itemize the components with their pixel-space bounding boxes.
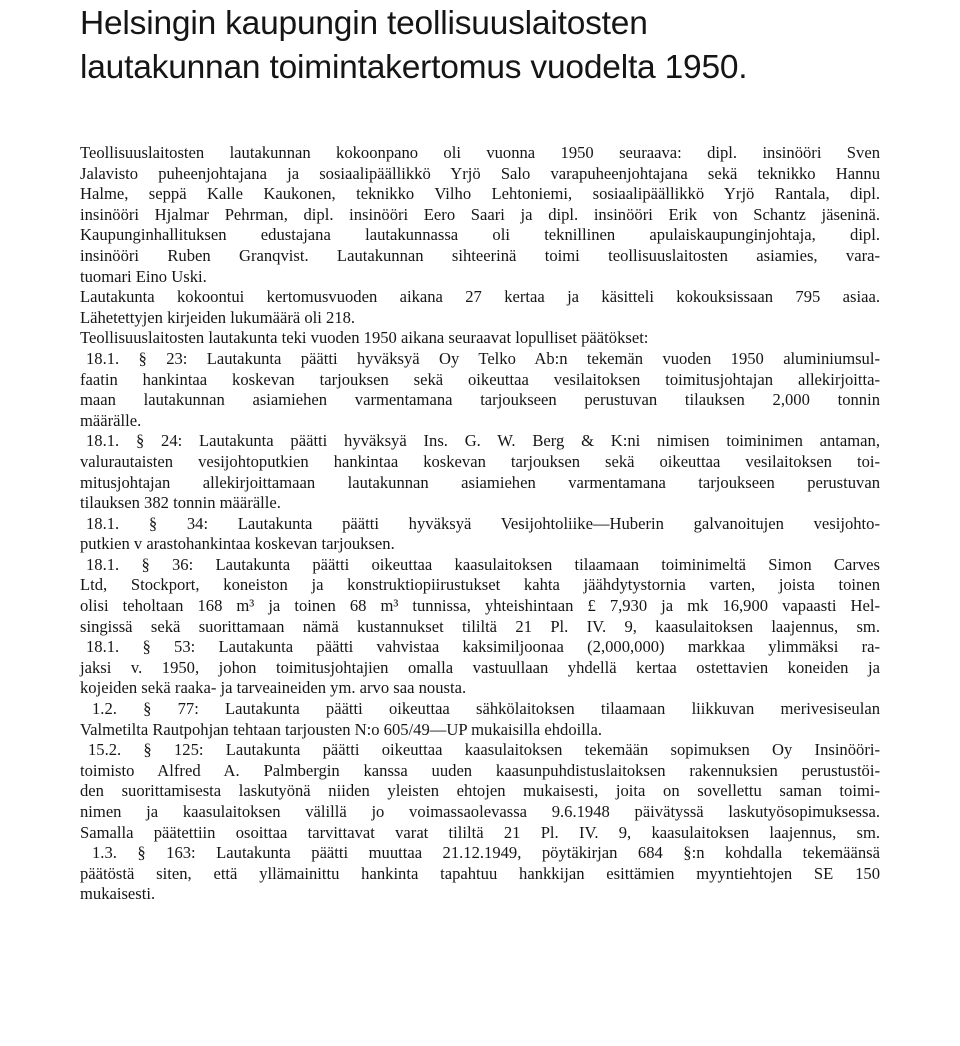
title-line-2: lautakunnan toimintakertomus vuodelta 1950. [80,49,748,86]
body-line: Jalavisto puheenjohtajana ja sosiaalipäällikkö Yrjö Salo varapuheenjohtajana sekä teknikko Hannu [80,163,880,183]
body-line: Halme, seppä Kalle Kaukonen, teknikko Vilho Lehtoniemi, sosiaalipäällikkö Yrjö Rantala, dipl. [80,184,880,204]
body-line: valurautaisten vesijohtoputkien hankintaa koskevan tarjouksen sekä oikeuttaa vesilaitoksen toi- [80,451,880,471]
body-line: 1.3. § 163: Lautakunta päätti muuttaa 21.12.1949, pöytäkirjan 684 §:n kohdalla tekemäänsä [92,843,880,863]
body-line: nimen ja kaasulaitoksen välillä jo voimassaolevassa 9.6.1948 päivätyssä laskutyösopimuksessa. [80,802,880,821]
body-line: singissä sekä suorittamaan nämä kustannukset tililtä 21 Pl. IV. 9, kaasulaitoksen laajennus, sm. [80,616,880,636]
body-line: 18.1. § 36: Lautakunta päätti oikeuttaa kaasulaitoksen tilaamaan toiminimeltä Simon Carves [86,554,880,574]
body-line: Lautakunta kokoontui kertomusvuoden aikana 27 kertaa ja käsitteli kokouksissaan 795 asiaa. [80,287,880,307]
body-line: Lähetettyjen kirjeiden lukumäärä oli 218. [80,307,356,327]
body-line: mitusjohtajan allekirjoittamaan lautakunnan asiamiehen varmentamana tarjoukseen perustuvan [80,472,880,492]
title-line-1: Helsingin kaupungin teollisuuslaitosten [80,5,648,42]
body-line: 18.1. § 34: Lautakunta päätti hyväksyä Vesijohtoliike—Huberin galvanoitujen vesijohto- [86,513,880,533]
body-line: 18.1. § 23: Lautakunta päätti hyväksyä Oy Telko Ab:n tekemän vuoden 1950 aluminiumsul- [86,348,880,368]
body-line: 1.2. § 77: Lautakunta päätti oikeuttaa sähkölaitoksen tilaamaan liikkuvan merivesiseulan [92,699,880,719]
body-line: Samalla päätettiin osoittaa tarvittavat varat tililtä 21 Pl. IV. 9, kaasulaitoksen laajennus, sm. [80,822,880,842]
document-body [80,143,880,905]
body-line: den suorittamisesta laskutyönä niiden yleisten ehtojen mukaisesti, joita on sovellettu saman toimi- [80,781,880,801]
body-line: päätöstä siten, että yllämainittu hankinta tapahtuu hankkijan esittämien myyntiehtojen SE 150 [80,863,880,883]
body-line: tuomari Eino Uski. [80,266,207,286]
body-line: mukaisesti. [80,884,156,904]
body-line: maan lautakunnan asiamiehen varmentamana tarjoukseen perustuvan tilauksen 2,000 tonnin [80,390,880,410]
body-line: faatin hankintaa koskevan tarjouksen sekä oikeuttaa vesilaitoksen toimitusjohtajan allekirjoitta- [80,369,880,389]
body-line: kojeiden sekä raaka- ja tarveaineiden ym. arvo saa nousta. [80,678,467,698]
body-line: 18.1. § 53: Lautakunta päätti vahvistaa kaksimiljoonaa (2,000,000) markkaa ylimmäksi ra- [86,637,880,657]
body-line: Kaupunginhallituksen edustajana lautakunnassa oli teknillinen apulaiskaupunginjohtaja, dipl. [80,225,880,245]
body-line: 18.1. § 24: Lautakunta päätti hyväksyä Ins. G. W. Berg & K:ni nimisen toiminimen antaman, [86,431,880,451]
body-line: Teollisuuslaitosten lautakunta teki vuoden 1950 aikana seuraavat lopulliset päätökset: [80,328,649,348]
body-line: tilauksen 382 tonnin määrälle. [80,493,281,513]
body-line: Valmetilta Rautpohjan tehtaan tarjousten N:o 605/49—UP mukaisilla ehdoilla. [80,719,602,739]
document-title [80,2,900,90]
body-line: Teollisuuslaitosten lautakunnan kokoonpano oli vuonna 1950 seuraava: dipl. insinööri Sven [80,143,880,162]
body-line: putkien v arastohankintaa koskevan tarjouksen. [80,534,395,554]
body-line: jaksi v. 1950, johon toimitusjohtajien omalla vastuullaan yhdellä kertaa ostettavien koneiden ja [80,657,880,677]
body-line: määrälle. [80,410,142,430]
body-line: insinööri Hjalmar Pehrman, dipl. insinööri Eero Saari ja dipl. insinööri Erik von Schantz jäseninä. [80,204,880,224]
body-line: toimisto Alfred A. Palmbergin kanssa uuden kaasunpuhdistuslaitoksen rakennuksien perustustöi- [80,760,880,780]
body-line: 15.2. § 125: Lautakunta päätti oikeuttaa kaasulaitoksen tekemään sopimuksen Oy Insinööri- [88,740,880,760]
body-line: olisi teholtaan 168 m³ ja toinen 68 m³ tunnissa, yhteishintaan £ 7,930 ja mk 16,900 vapaasti Hel- [80,596,880,616]
body-line: Ltd, Stockport, koneiston ja konstruktiopiirustukset kahta jäähdytystornia varten, joista toinen [80,575,880,595]
body-line: insinööri Ruben Granqvist. Lautakunnan sihteerinä toimi teollisuuslaitosten asiamies, vara- [80,245,880,265]
